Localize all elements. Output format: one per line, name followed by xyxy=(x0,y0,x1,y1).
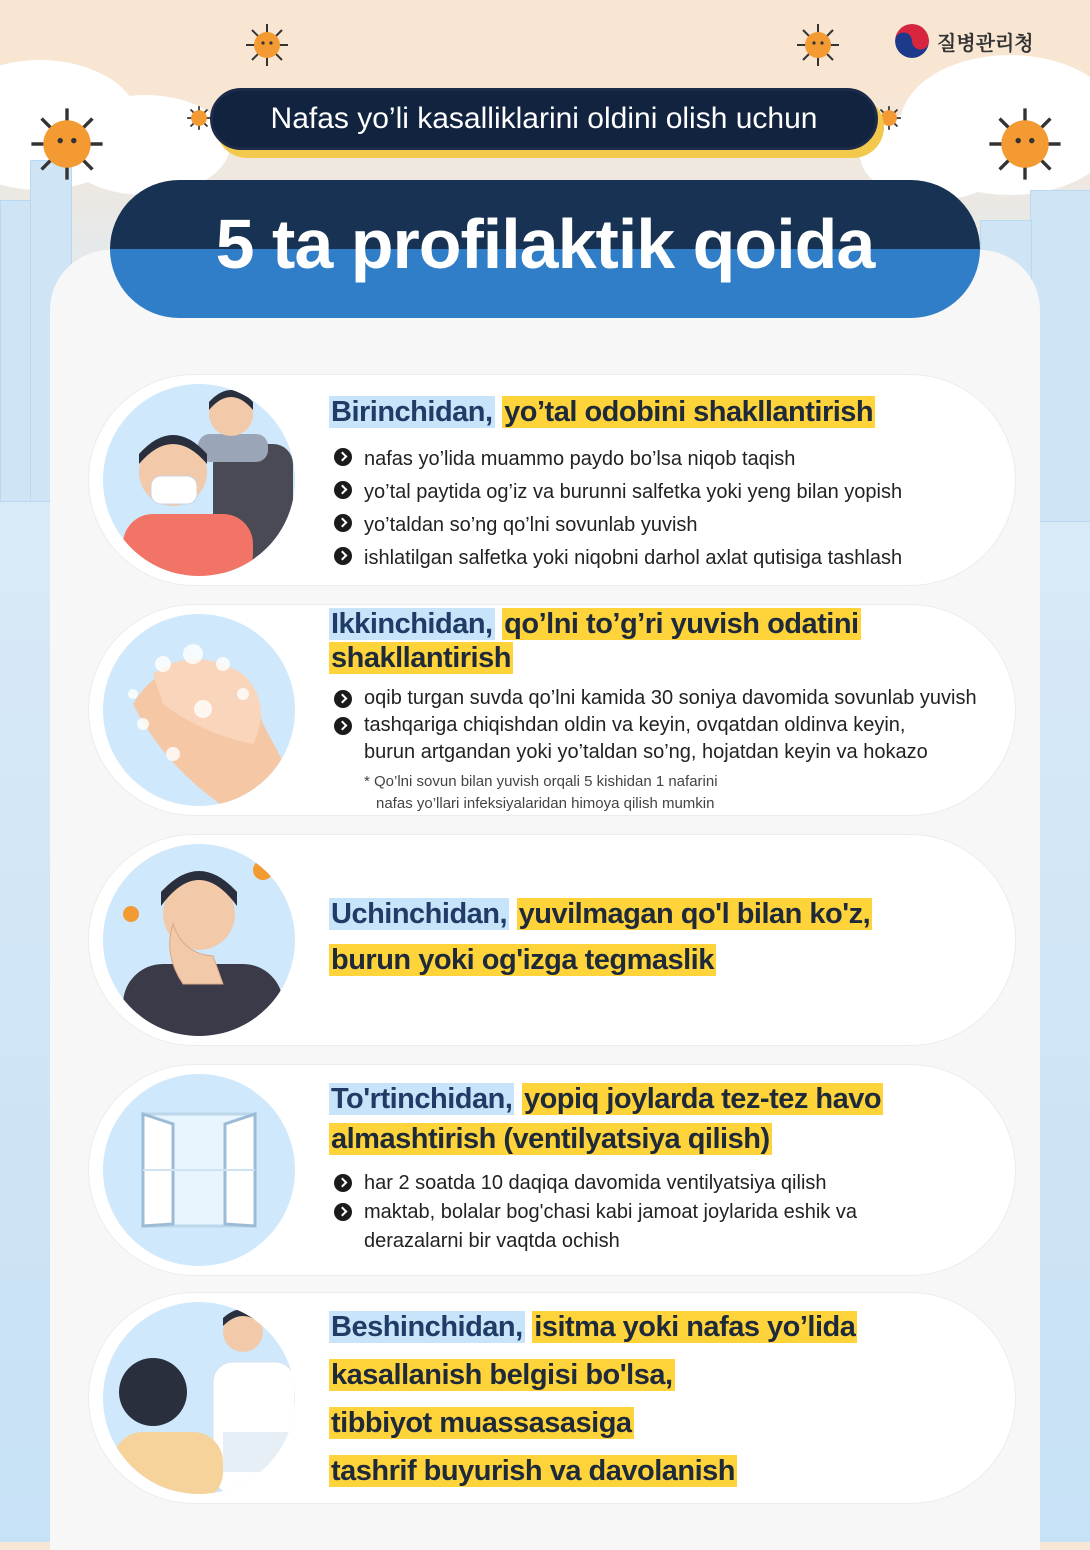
rule-5-heading-2: kasallanish belgisi bo'lsa, xyxy=(331,1359,673,1391)
germ-icon xyxy=(186,105,212,131)
page-title: 5 ta profilaktik qoida xyxy=(215,205,875,283)
germ-icon xyxy=(986,105,1064,183)
bullet-icon xyxy=(334,1203,352,1221)
list-item: maktab, bolalar bog'chasi kabi jamoat joylarida eshik va derazalarni bir vaqtda ochish xyxy=(334,1198,857,1256)
list-item: nafas yo’lida muammo paydo bo’lsa niqob taqish xyxy=(334,443,902,476)
rule-5-lead: Beshinchidan, xyxy=(331,1311,523,1343)
germ-icon xyxy=(244,22,290,68)
illustration-handwashing xyxy=(103,614,295,806)
rule-4-lead: To'rtinchidan, xyxy=(331,1083,513,1115)
list-item: ishlatilgan salfetka yoki niqobni darhol axlat qutisiga tashlash xyxy=(334,542,902,575)
bullet-icon xyxy=(334,448,352,466)
bullet-icon xyxy=(334,1174,352,1192)
rule-5-heading-4: tashrif buyurish va davolanish xyxy=(331,1455,735,1487)
illustration-coughing xyxy=(103,384,295,576)
logo-text: 질병관리청 xyxy=(937,30,1034,55)
rule-2-heading-1: qo’lni to’g’ri yuvish odatini xyxy=(504,608,859,640)
bullet-icon xyxy=(334,481,352,499)
rule-2-bullets xyxy=(334,685,977,766)
rule-card-3 xyxy=(88,834,1016,1046)
rule-3-heading-1: yuvilmagan qo'l bilan ko'z, xyxy=(518,898,871,930)
rule-5-title xyxy=(329,1303,857,1495)
rule-2-lead: Ikkinchidan, xyxy=(331,608,493,640)
rule-card-4 xyxy=(88,1064,1016,1276)
rule-2-title xyxy=(329,607,861,675)
rule-3-lead: Uchinchidan, xyxy=(331,898,508,930)
list-item: yo’taldan so’ng qo’lni sovunlab yuvish xyxy=(334,509,902,542)
rule-2-note: * Qo’lni sovun bilan yuvish orqali 5 kishidan 1 nafarini nafas yo’llari infeksiyalaridan himoya qilish mumkin xyxy=(364,773,718,812)
rule-1-bullets xyxy=(334,443,902,575)
rule-4-title xyxy=(329,1079,883,1159)
bullet-icon xyxy=(334,547,352,565)
rule-5-heading-3: tibbiyot muassasasiga xyxy=(331,1407,632,1439)
list-item: oqib turgan suvda qo’lni kamida 30 soniya davomida sovunlab yuvish xyxy=(334,685,977,712)
title-banner xyxy=(110,180,980,318)
list-item: yo’tal paytida og’iz va burunni salfetka yoki yeng bilan yopish xyxy=(334,476,902,509)
illustration-face-touch xyxy=(103,844,295,1036)
rule-card-1 xyxy=(88,374,1016,586)
germ-icon xyxy=(28,105,106,183)
list-item: har 2 soatda 10 daqiqa davomida ventilyatsiya qilish xyxy=(334,1169,857,1198)
rule-3-title xyxy=(329,891,872,983)
subtitle-pill: Nafas yo’li kasalliklarini oldini olish uchun xyxy=(210,88,878,150)
rule-3-heading-2: burun yoki og'izga tegmaslik xyxy=(331,944,714,976)
bullet-icon xyxy=(334,514,352,532)
illustration-doctor xyxy=(103,1302,295,1494)
rule-4-bullets xyxy=(334,1169,857,1256)
rule-1-heading: yo’tal odobini shakllantirish xyxy=(504,396,874,428)
illustration-window xyxy=(103,1074,295,1266)
rule-1-title xyxy=(329,389,875,435)
germ-icon xyxy=(795,22,841,68)
taegeuk-icon xyxy=(895,24,929,58)
rule-card-5 xyxy=(88,1292,1016,1504)
rule-4-heading-1: yopiq joylarda tez-tez havo xyxy=(523,1083,882,1115)
agency-logo xyxy=(895,24,1034,58)
rule-1-lead: Birinchidan, xyxy=(331,396,493,428)
rule-5-heading-1: isitma yoki nafas yo’lida xyxy=(534,1311,856,1343)
bullet-icon xyxy=(334,717,352,735)
rule-2-heading-2: shakllantirish xyxy=(331,642,511,674)
bullet-icon xyxy=(334,690,352,708)
list-item: tashqariga chiqishdan oldin va keyin, ovqatdan oldinva keyin, burun artgandan yoki yo’taldan so’ng, hojatdan keyin va hokazo xyxy=(334,712,977,766)
rule-card-2 xyxy=(88,604,1016,816)
rule-4-heading-2: almashtirish (ventilyatsiya qilish) xyxy=(331,1123,770,1155)
